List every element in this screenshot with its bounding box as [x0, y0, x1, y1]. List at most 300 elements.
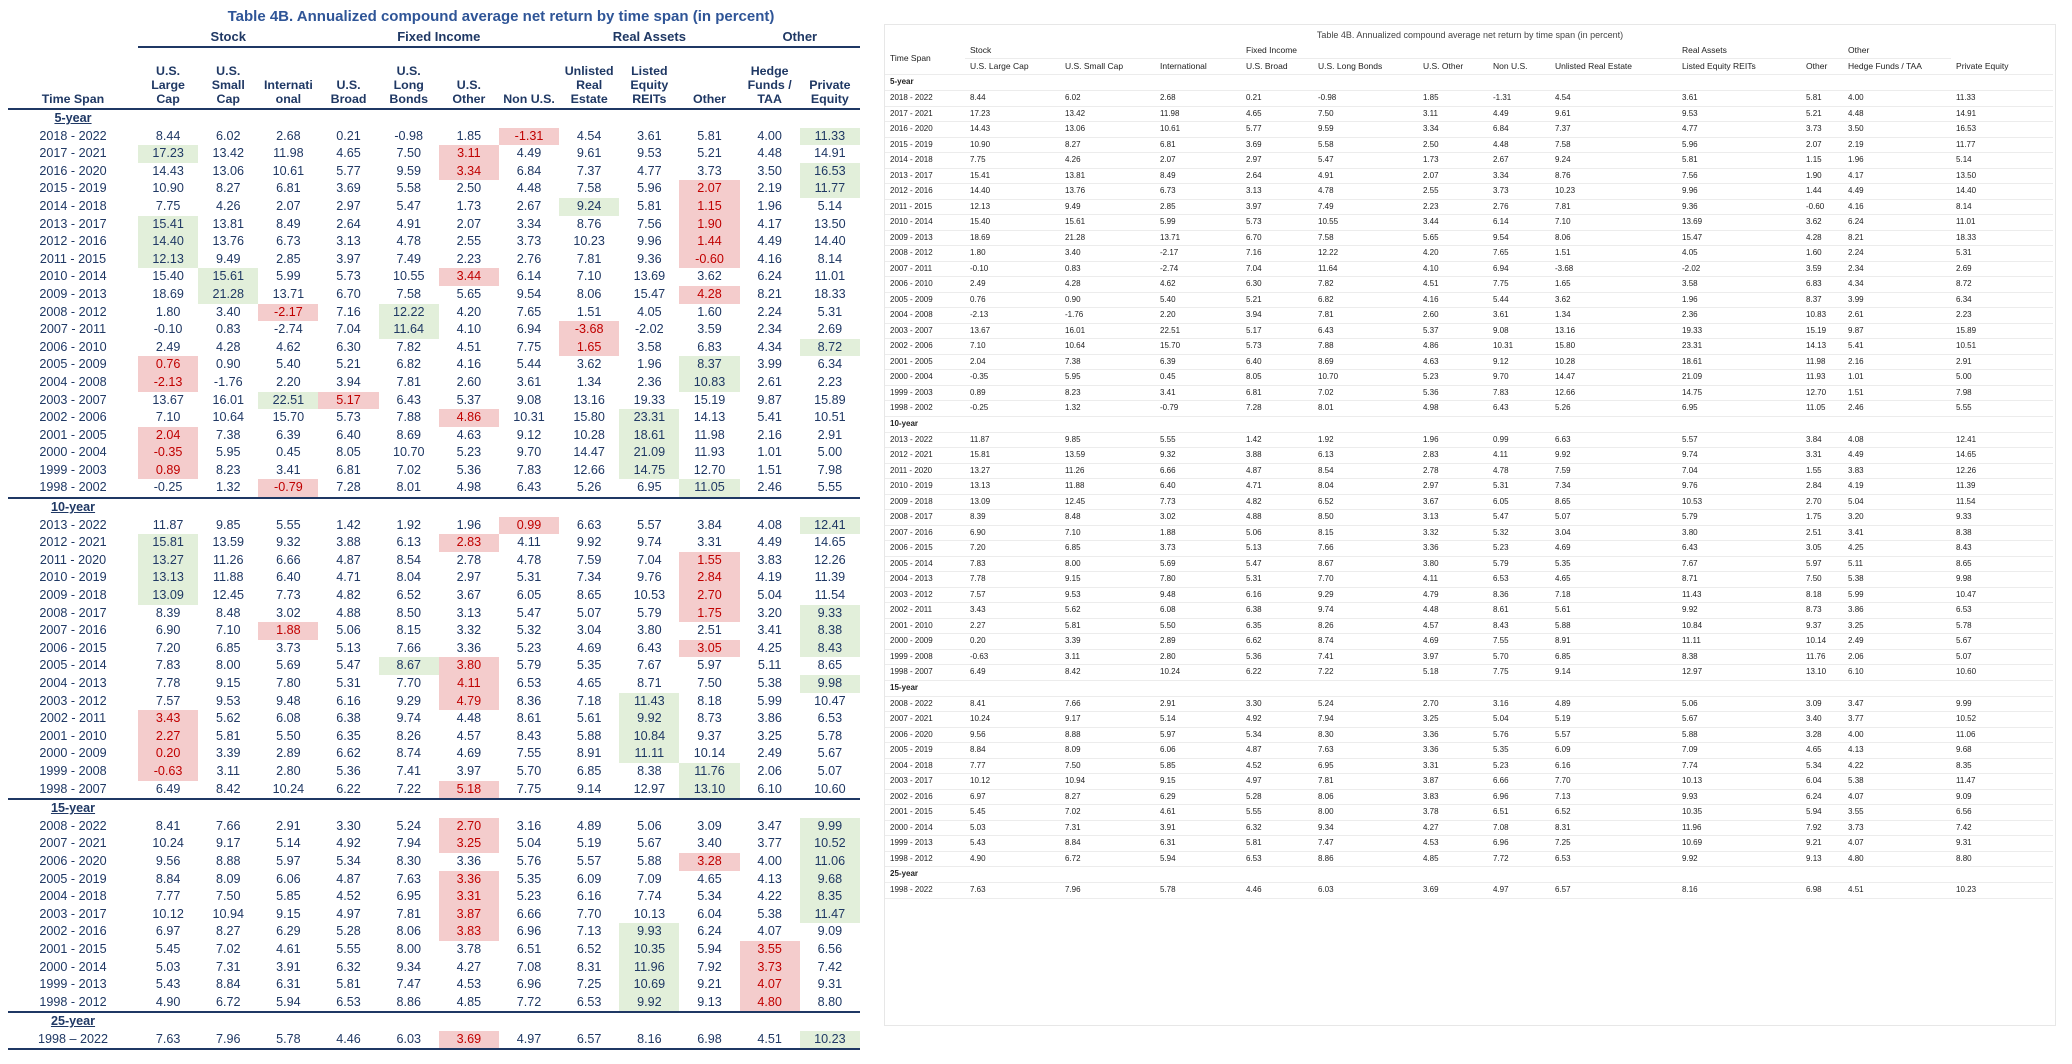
- empty-cell: [318, 799, 378, 818]
- plain-value-cell: 13.50: [1951, 168, 2053, 184]
- plain-table-row: [885, 463, 2053, 479]
- plain-value-cell: 7.55: [1488, 634, 1550, 650]
- plain-value-cell: 3.39: [1060, 634, 1155, 650]
- time-span-cell: 2001 - 2005: [39, 427, 107, 442]
- styled-returns-table: [8, 28, 860, 1050]
- plain-value-cell: 7.63: [965, 883, 1060, 899]
- value-cell: 5.37: [456, 392, 482, 407]
- plain-value-cell: 1.90: [1801, 168, 1843, 184]
- plain-value-cell: 2.97: [1241, 153, 1313, 169]
- value-cell: 5.36: [456, 462, 482, 477]
- value-cell: 4.69: [456, 746, 482, 761]
- best-return-cell: 11.06: [800, 853, 860, 871]
- plain-value-cell: 2.76: [1488, 199, 1550, 215]
- plain-value-cell: 10.24: [1155, 665, 1241, 681]
- value-cell: 5.88: [637, 853, 662, 868]
- plain-value-cell: 6.53: [1241, 851, 1313, 867]
- best-return-cell: 11.64: [379, 321, 439, 339]
- plain-value-cell: 5.32: [1488, 525, 1550, 541]
- value-cell: 11.01: [814, 269, 846, 284]
- value-cell: 4.89: [576, 818, 602, 833]
- plain-table-row: [885, 137, 2053, 153]
- value-cell: 7.55: [516, 746, 542, 761]
- plain-value-cell: 1.55: [1801, 463, 1843, 479]
- best-return-cell: 11.33: [800, 128, 860, 146]
- table-row: [8, 710, 860, 728]
- plain-value-cell: 4.65: [1550, 572, 1677, 588]
- value-cell: 10.51: [814, 410, 846, 425]
- table-row: [8, 180, 860, 198]
- plain-value-cell: 7.72: [1488, 851, 1550, 867]
- value-cell: 8.15: [396, 623, 421, 638]
- value-cell: 8.00: [215, 658, 241, 673]
- value-cell: 3.36: [456, 853, 482, 868]
- plain-value-cell: 18.69: [965, 230, 1060, 246]
- value-cell: 7.88: [396, 410, 421, 425]
- plain-value-cell: 5.45: [965, 805, 1060, 821]
- plain-time-span-cell: 2010 - 2019: [885, 479, 965, 495]
- value-cell: 14.91: [814, 146, 846, 161]
- plain-table-row: [885, 727, 2053, 743]
- value-cell: 5.31: [336, 676, 361, 690]
- value-cell: 5.26: [576, 480, 602, 495]
- worst-return-cell: 1.75: [679, 605, 739, 623]
- plain-value-cell: 2.49: [1843, 634, 1951, 650]
- value-cell: 7.50: [215, 889, 241, 904]
- value-cell: 8.42: [215, 781, 241, 796]
- plain-value-cell: 12.22: [1313, 246, 1418, 262]
- empty-cell: [198, 1012, 258, 1031]
- table-title: Table 4B. Annualized compound average net return by time span (in percent): [227, 8, 775, 25]
- plain-value-cell: 5.57: [1677, 432, 1801, 448]
- value-cell: 6.98: [679, 1031, 739, 1050]
- plain-value-cell: 7.66: [1060, 696, 1155, 712]
- plain-value-cell: 8.48: [1060, 510, 1155, 526]
- plain-value-cell: 3.80: [1418, 556, 1488, 572]
- value-cell: 8.21: [757, 286, 782, 301]
- value-cell: 10.31: [513, 410, 545, 425]
- plain-value-cell: 1.85: [1418, 91, 1488, 107]
- plain-time-span-cell: 2012 - 2016: [885, 184, 965, 200]
- worst-return-cell: 2.84: [679, 569, 739, 587]
- plain-value-cell: 7.65: [1488, 246, 1550, 262]
- best-return-cell: 12.22: [379, 304, 439, 322]
- value-cell: 7.82: [396, 339, 421, 354]
- value-cell: 3.67: [456, 588, 482, 603]
- value-cell: 6.53: [576, 994, 602, 1009]
- value-cell: 6.96: [516, 977, 542, 992]
- time-span-cell: 2015 - 2019: [39, 181, 107, 196]
- plain-value-cell: 4.85: [1418, 851, 1488, 867]
- value-cell: 18.33: [814, 286, 846, 301]
- value-cell: 3.62: [576, 357, 602, 372]
- plain-table-row: [885, 743, 2053, 759]
- plain-value-cell: 8.31: [1550, 820, 1677, 836]
- plain-value-cell: 12.26: [1951, 463, 2053, 479]
- plain-value-cell: 8.18: [1801, 587, 1843, 603]
- time-span-cell: 2011 - 2020: [39, 552, 107, 567]
- value-cell: 9.15: [215, 676, 241, 690]
- value-cell: 6.63: [576, 517, 602, 532]
- plain-value-cell: 9.15: [1060, 572, 1155, 588]
- best-return-cell: 9.33: [800, 605, 860, 623]
- plain-column-header: Listed Equity REITs: [1677, 59, 1801, 75]
- value-cell: 7.34: [576, 570, 602, 585]
- plain-value-cell: 1.42: [1241, 432, 1313, 448]
- value-cell: 4.87: [336, 871, 361, 886]
- value-cell: 8.48: [215, 605, 241, 620]
- plain-value-cell: 21.28: [1060, 230, 1155, 246]
- worst-return-cell: 1.90: [679, 216, 739, 234]
- plain-value-cell: 4.20: [1418, 246, 1488, 262]
- value-cell: 6.43: [516, 480, 542, 495]
- worst-return-cell: 2.70: [679, 587, 739, 605]
- empty-cell: [439, 498, 499, 517]
- plain-value-cell: 4.46: [1241, 883, 1313, 899]
- value-cell: 6.02: [215, 128, 241, 143]
- value-cell: 3.50: [757, 163, 782, 178]
- worst-return-cell: -2.13: [138, 374, 198, 392]
- plain-table-row: [885, 106, 2053, 122]
- plain-value-cell: 4.71: [1241, 479, 1313, 495]
- value-cell: 9.96: [637, 234, 662, 249]
- plain-value-cell: 10.31: [1488, 339, 1550, 355]
- value-cell: 5.50: [276, 728, 301, 743]
- table-row: [8, 835, 860, 853]
- plain-value-cell: 2.04: [965, 354, 1060, 370]
- plain-value-cell: 10.60: [1951, 665, 2053, 681]
- best-return-cell: 15.41: [138, 216, 198, 234]
- value-cell: 3.84: [697, 517, 722, 532]
- plain-table-row: [885, 587, 2053, 603]
- table-row: [8, 569, 860, 587]
- table-row: [8, 534, 860, 552]
- empty-cell: [679, 498, 739, 517]
- plain-value-cell: 4.65: [1801, 743, 1843, 759]
- value-cell: 7.74: [637, 889, 662, 904]
- plain-value-cell: 7.75: [1488, 277, 1550, 293]
- value-cell: 4.57: [456, 728, 482, 743]
- plain-value-cell: 3.25: [1843, 618, 1951, 634]
- best-return-cell: 11.96: [619, 959, 679, 977]
- plain-value-cell: 10.12: [965, 774, 1060, 790]
- plain-value-cell: 4.07: [1843, 836, 1951, 852]
- plain-table-row: [885, 572, 2053, 588]
- plain-value-cell: 9.54: [1488, 230, 1550, 246]
- plain-value-cell: 17.23: [965, 106, 1060, 122]
- value-cell: 6.40: [336, 427, 361, 442]
- plain-value-cell: 2.07: [1418, 168, 1488, 184]
- plain-value-cell: -0.98: [1313, 91, 1418, 107]
- value-cell: 2.78: [456, 552, 482, 567]
- plain-value-cell: 6.32: [1241, 820, 1313, 836]
- plain-value-cell: 8.15: [1313, 525, 1418, 541]
- plain-time-span-cell: 2008 - 2017: [885, 510, 965, 526]
- plain-value-cell: 5.23: [1488, 541, 1550, 557]
- plain-column-header: Hedge Funds / TAA: [1843, 59, 1951, 75]
- plain-time-span-cell: 2004 - 2008: [885, 308, 965, 324]
- table-row: [8, 728, 860, 746]
- plain-value-cell: 9.98: [1951, 572, 2053, 588]
- plain-value-cell: 7.92: [1801, 820, 1843, 836]
- plain-value-cell: 8.04: [1313, 479, 1418, 495]
- plain-value-cell: 19.33: [1677, 323, 1801, 339]
- plain-value-cell: 2.07: [1801, 137, 1843, 153]
- column-header: U.S. Other: [439, 47, 499, 109]
- value-cell: 6.97: [155, 924, 181, 939]
- plain-value-cell: 9.92: [1677, 603, 1801, 619]
- value-cell: 8.74: [396, 746, 421, 761]
- plain-value-cell: 13.42: [1060, 106, 1155, 122]
- value-cell: 8.65: [817, 658, 843, 673]
- value-cell: 13.59: [212, 535, 244, 550]
- plain-value-cell: 4.80: [1843, 851, 1951, 867]
- plain-time-span-cell: 1998 - 2012: [885, 851, 965, 867]
- value-cell: 7.67: [637, 658, 662, 673]
- plain-value-cell: 8.23: [1060, 385, 1155, 401]
- empty-cell: [258, 498, 318, 517]
- time-span-cell: 1998 - 2007: [39, 781, 107, 796]
- plain-value-cell: 5.61: [1550, 603, 1677, 619]
- plain-value-cell: 5.36: [1241, 649, 1313, 665]
- plain-table-row: [885, 292, 2053, 308]
- plain-value-cell: 8.86: [1313, 851, 1418, 867]
- value-cell: 5.99: [757, 693, 782, 708]
- plain-value-cell: 11.33: [1951, 91, 2053, 107]
- plain-time-span-cell: 2006 - 2015: [885, 541, 965, 557]
- plain-table-row: [885, 153, 2053, 169]
- plain-value-cell: 5.31: [1241, 572, 1313, 588]
- time-span-cell: 2011 - 2015: [39, 251, 107, 266]
- value-cell: 4.34: [757, 339, 782, 354]
- value-cell: 10.60: [814, 781, 846, 796]
- plain-value-cell: 2.34: [1843, 261, 1951, 277]
- value-cell: 6.53: [516, 676, 542, 690]
- plain-value-cell: 6.53: [1488, 572, 1550, 588]
- worst-return-cell: 2.04: [138, 427, 198, 445]
- plain-value-cell: 3.41: [1155, 385, 1241, 401]
- plain-value-cell: 10.69: [1677, 836, 1801, 852]
- plain-value-cell: 6.95: [1677, 401, 1801, 417]
- value-cell: 1.73: [456, 198, 482, 213]
- plain-time-span-cell: 2001 - 2015: [885, 805, 965, 821]
- plain-value-cell: 6.29: [1155, 789, 1241, 805]
- table-row: [8, 216, 860, 234]
- value-cell: 5.95: [215, 445, 241, 460]
- plain-value-cell: 0.20: [965, 634, 1060, 650]
- plain-value-cell: 3.04: [1550, 525, 1677, 541]
- value-cell: 6.30: [336, 339, 361, 354]
- plain-value-cell: 5.85: [1155, 758, 1241, 774]
- value-cell: 4.85: [456, 994, 482, 1009]
- plain-value-cell: 8.61: [1488, 603, 1550, 619]
- value-cell: 6.95: [637, 480, 662, 495]
- plain-column-header: Private Equity: [1951, 59, 2053, 75]
- value-cell: 5.62: [215, 711, 241, 726]
- value-cell: 18.69: [152, 286, 184, 301]
- value-cell: 5.47: [336, 658, 361, 673]
- value-cell: 15.89: [814, 392, 846, 407]
- plain-value-cell: 7.34: [1550, 479, 1677, 495]
- value-cell: 8.18: [697, 693, 722, 708]
- value-cell: 0.21: [336, 128, 361, 143]
- plain-value-cell: 11.54: [1951, 494, 2053, 510]
- plain-time-span-cell: 2000 - 2009: [885, 634, 965, 650]
- plain-table-row: [885, 883, 2053, 899]
- plain-section-label: 5-year: [885, 75, 2053, 91]
- plain-value-cell: 6.14: [1488, 215, 1550, 231]
- plain-value-cell: 6.06: [1155, 743, 1241, 759]
- plain-value-cell: 13.13: [965, 479, 1060, 495]
- value-cell: 4.48: [757, 146, 782, 161]
- plain-value-cell: 6.98: [1801, 883, 1843, 899]
- plain-value-cell: 5.31: [1951, 246, 2053, 262]
- value-cell: 7.81: [396, 906, 421, 921]
- table-row: [8, 339, 860, 357]
- value-cell: 15.47: [633, 286, 666, 301]
- value-cell: 11.98: [273, 146, 304, 161]
- value-cell: 4.77: [637, 163, 662, 178]
- value-cell: 6.16: [336, 693, 361, 708]
- value-cell: 5.23: [516, 889, 542, 904]
- plain-column-header: Unlisted Real Estate: [1550, 59, 1677, 75]
- table-row: [8, 818, 860, 836]
- plain-value-cell: 9.59: [1313, 122, 1418, 138]
- plain-value-cell: 6.81: [1241, 385, 1313, 401]
- plain-value-cell: 6.84: [1488, 122, 1550, 138]
- best-return-cell: 8.72: [800, 339, 860, 357]
- best-return-cell: 15.61: [198, 268, 258, 286]
- plain-column-header: U.S. Large Cap: [965, 59, 1060, 75]
- value-cell: 8.06: [576, 286, 602, 301]
- plain-section-row: [885, 416, 2053, 432]
- empty-cell: [198, 109, 258, 128]
- plain-table-title: Table 4B. Annualized compound average net return by time span (in percent): [1316, 30, 1624, 40]
- plain-value-cell: 11.26: [1060, 463, 1155, 479]
- time-span-cell: 2018 - 2022: [39, 128, 107, 143]
- value-cell: 9.08: [516, 392, 542, 407]
- plain-value-cell: 2.07: [1155, 153, 1241, 169]
- value-cell: 1.42: [336, 517, 361, 532]
- plain-value-cell: -2.13: [965, 308, 1060, 324]
- plain-value-cell: 10.64: [1060, 339, 1155, 355]
- plain-value-cell: 8.91: [1550, 634, 1677, 650]
- value-cell: 5.73: [336, 269, 361, 284]
- plain-value-cell: 3.83: [1418, 789, 1488, 805]
- plain-value-cell: 15.80: [1550, 339, 1677, 355]
- plain-column-header: U.S. Other: [1418, 59, 1488, 75]
- table-row: [8, 763, 860, 781]
- plain-value-cell: 1.96: [1418, 432, 1488, 448]
- plain-value-cell: 6.16: [1550, 758, 1677, 774]
- value-cell: 6.72: [215, 994, 241, 1009]
- value-cell: 4.63: [456, 427, 482, 442]
- value-cell: 5.35: [576, 658, 602, 673]
- plain-section-row: [885, 867, 2053, 883]
- value-cell: 8.43: [516, 728, 542, 743]
- plain-value-cell: 5.14: [1155, 712, 1241, 728]
- value-cell: 1.85: [456, 128, 482, 143]
- plain-value-cell: -1.76: [1060, 308, 1155, 324]
- plain-table-row: [885, 261, 2053, 277]
- time-span-cell: 2000 - 2009: [39, 746, 107, 761]
- plain-value-cell: 0.89: [965, 385, 1060, 401]
- plain-value-cell: 4.88: [1241, 510, 1313, 526]
- empty-cell: [619, 109, 679, 128]
- plain-value-cell: 4.49: [1843, 448, 1951, 464]
- plain-value-cell: 7.82: [1313, 277, 1418, 293]
- plain-value-cell: 7.22: [1313, 665, 1418, 681]
- worst-return-cell: 3.05: [679, 640, 739, 658]
- value-cell: 3.20: [757, 605, 782, 620]
- plain-value-cell: 9.34: [1313, 820, 1418, 836]
- empty-cell: [138, 109, 198, 128]
- plain-value-cell: 5.79: [1677, 510, 1801, 526]
- plain-value-cell: 2.19: [1843, 137, 1951, 153]
- value-cell: 1.01: [757, 445, 782, 460]
- value-cell: 4.26: [215, 198, 241, 213]
- value-cell: 10.14: [693, 746, 726, 761]
- table-row: [8, 444, 860, 462]
- value-cell: 2.16: [757, 427, 782, 442]
- value-cell: 7.42: [817, 959, 843, 974]
- table-row: [8, 552, 860, 570]
- time-span-cell: 2016 - 2020: [39, 163, 107, 178]
- time-span-cell: 2002 - 2011: [39, 711, 107, 726]
- plain-value-cell: 14.91: [1951, 106, 2053, 122]
- worst-return-cell: 1.55: [679, 552, 739, 570]
- value-cell: 4.08: [757, 517, 782, 532]
- plain-value-cell: 5.43: [965, 836, 1060, 852]
- plain-value-cell: 1.15: [1801, 153, 1843, 169]
- worst-return-cell: 4.11: [439, 675, 499, 693]
- value-cell: 7.83: [155, 658, 181, 673]
- value-cell: 7.08: [516, 959, 542, 974]
- table-row: [8, 745, 860, 763]
- value-cell: 6.83: [697, 339, 722, 354]
- plain-value-cell: -0.79: [1155, 401, 1241, 417]
- plain-value-cell: 1.73: [1418, 153, 1488, 169]
- plain-table-row: [885, 199, 2053, 215]
- value-cell: 5.34: [336, 853, 361, 868]
- plain-group-header: Real Assets: [1677, 43, 1843, 59]
- plain-value-cell: 2.91: [1155, 696, 1241, 712]
- value-cell: 6.66: [516, 906, 542, 921]
- plain-value-cell: 7.70: [1313, 572, 1418, 588]
- plain-value-cell: 4.28: [1060, 277, 1155, 293]
- plain-value-cell: 4.13: [1843, 743, 1951, 759]
- plain-value-cell: 3.16: [1488, 696, 1550, 712]
- time-span-cell: 2006 - 2015: [39, 640, 107, 655]
- plain-time-span-cell: 2015 - 2019: [885, 137, 965, 153]
- plain-value-cell: 3.47: [1843, 696, 1951, 712]
- value-cell: 6.13: [396, 535, 421, 550]
- plain-value-cell: 7.78: [965, 572, 1060, 588]
- value-cell: 8.69: [396, 427, 421, 442]
- value-cell: 5.81: [336, 977, 361, 992]
- plain-value-cell: 7.98: [1951, 385, 2053, 401]
- best-return-cell: 21.09: [619, 444, 679, 462]
- plain-value-cell: 5.41: [1843, 339, 1951, 355]
- value-cell: 9.87: [757, 392, 782, 407]
- plain-value-cell: 9.08: [1488, 323, 1550, 339]
- plain-table-row: [885, 432, 2053, 448]
- plain-value-cell: 5.81: [1241, 836, 1313, 852]
- plain-value-cell: -0.10: [965, 261, 1060, 277]
- value-cell: 8.27: [215, 181, 241, 196]
- value-cell: 9.13: [697, 994, 722, 1009]
- plain-value-cell: 7.08: [1488, 820, 1550, 836]
